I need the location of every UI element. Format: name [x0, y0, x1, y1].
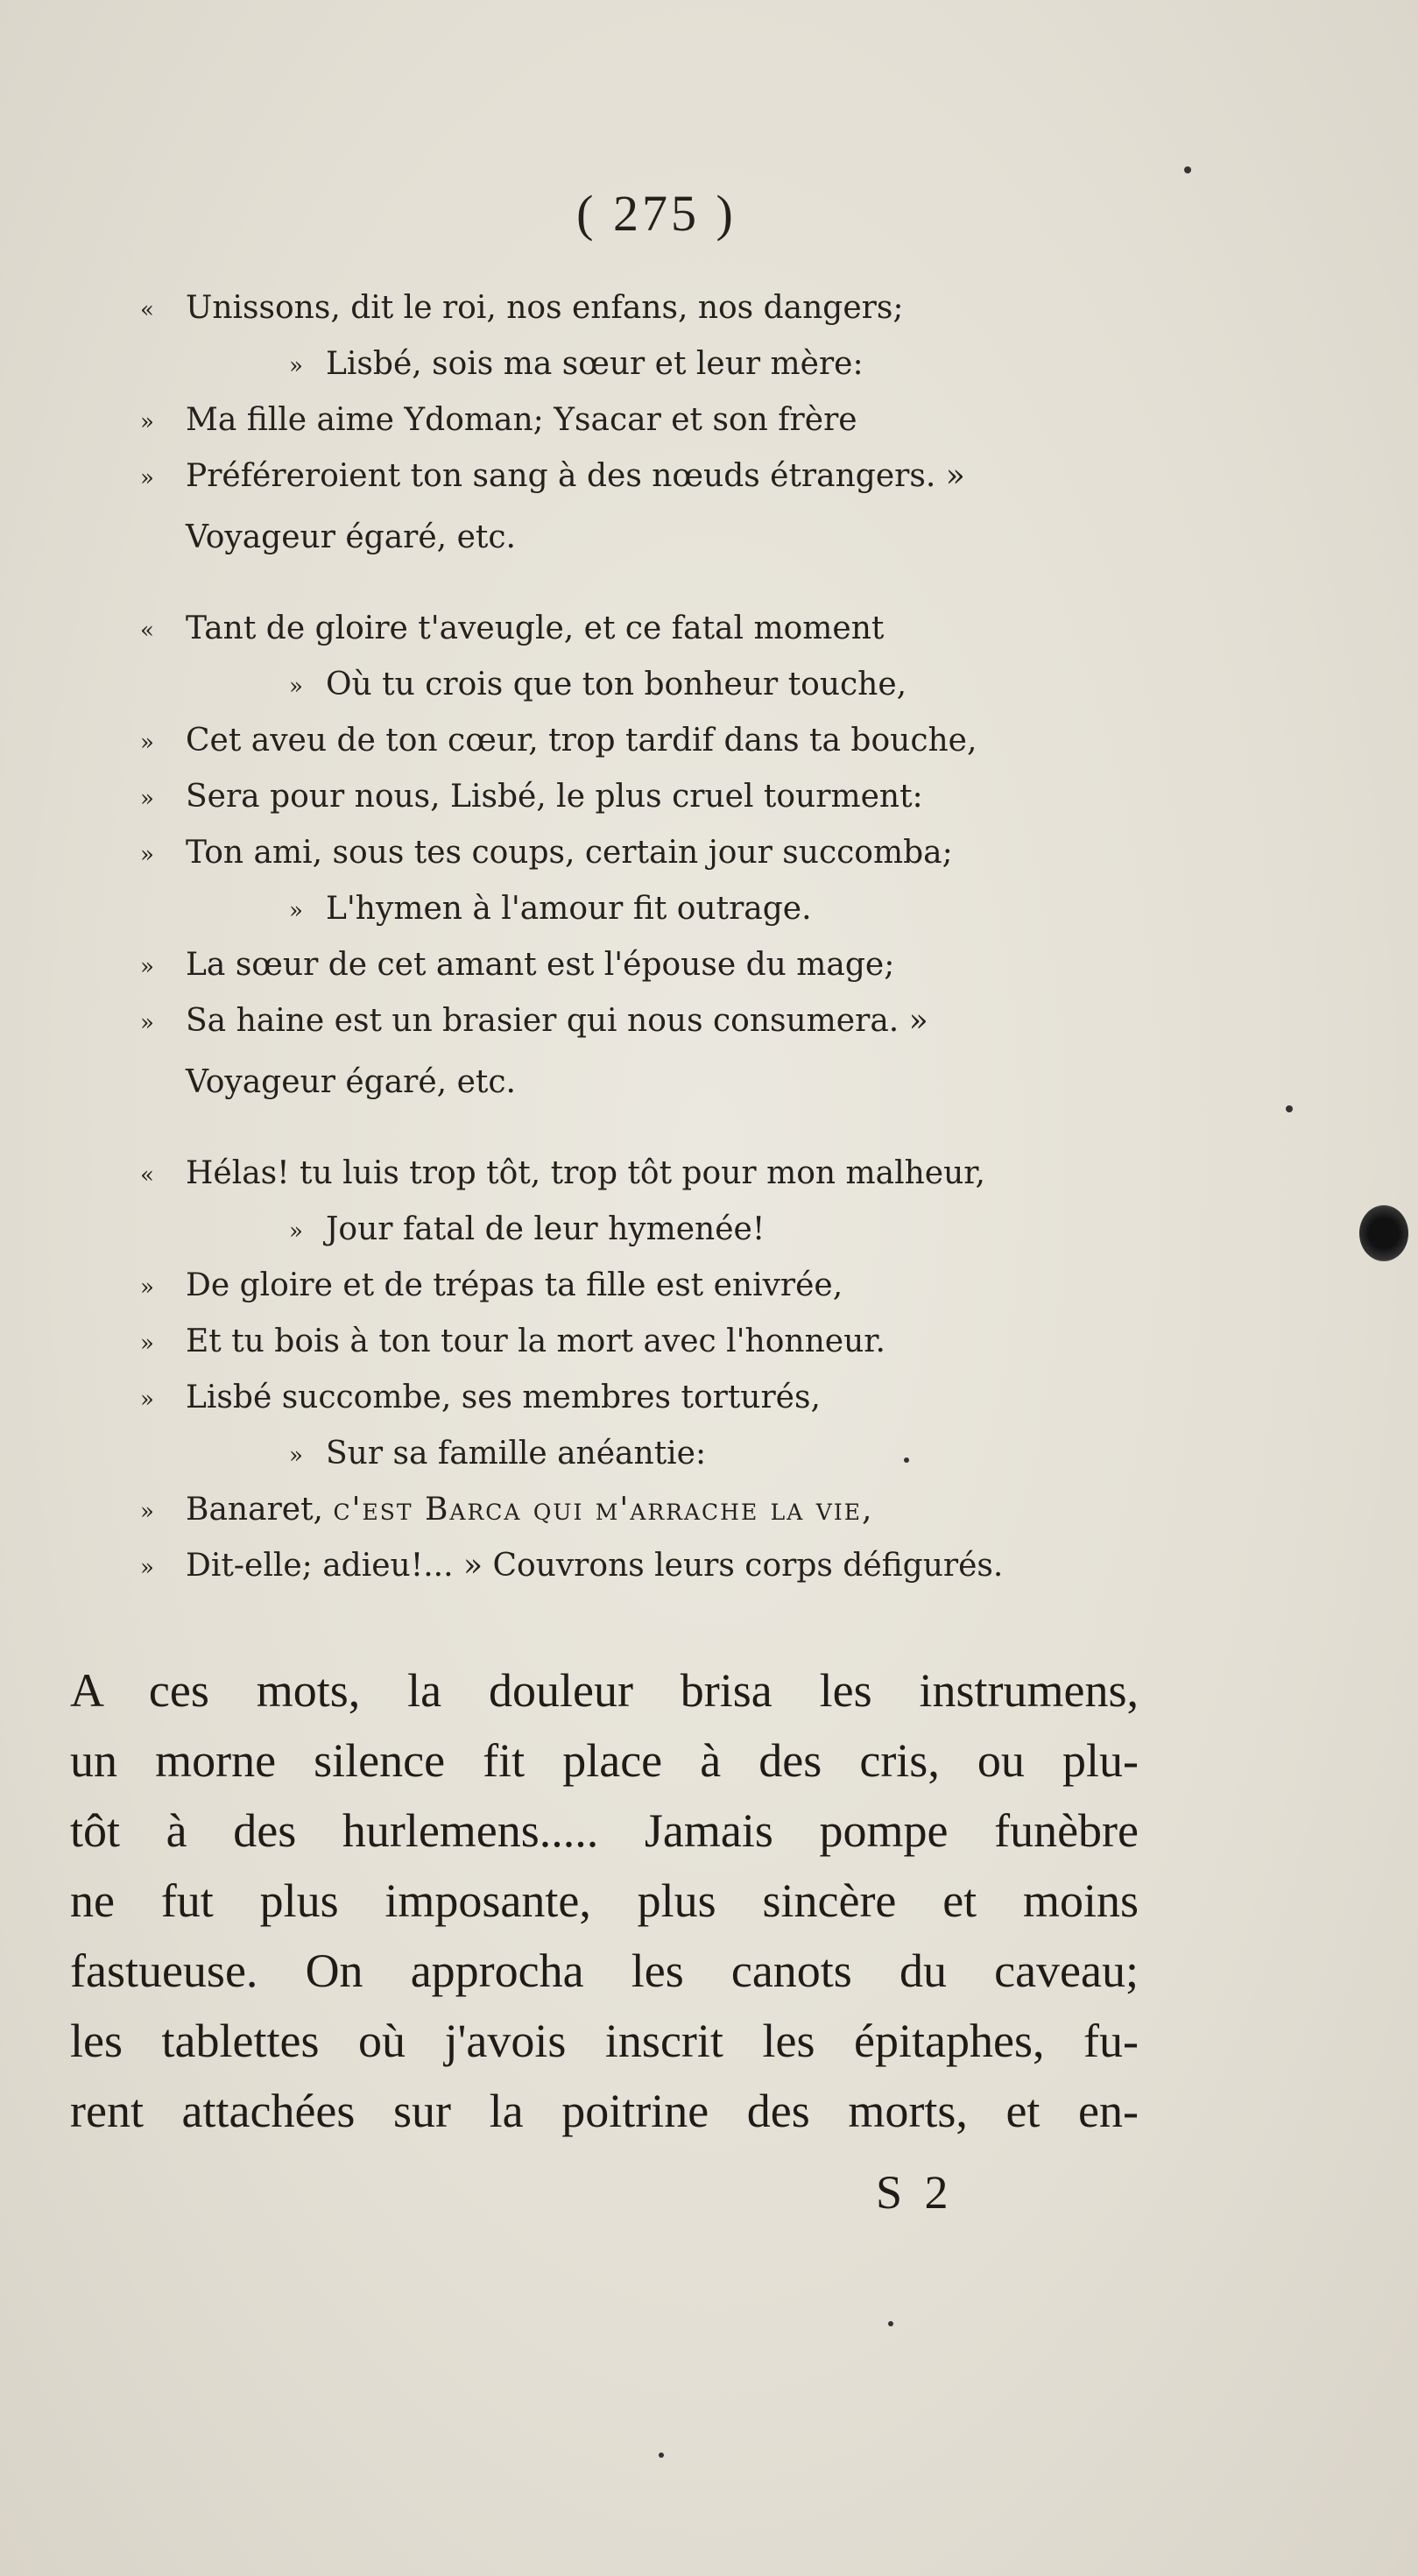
- quote-mark: »: [289, 674, 303, 700]
- verse-line: [140, 448, 1279, 505]
- quote-mark: »: [140, 786, 154, 812]
- verse-line: [140, 392, 1279, 448]
- verse-text: Cet aveu de ton cœur, trop tardif dans ta bouche,: [186, 723, 977, 759]
- paper-speck: [659, 2452, 664, 2458]
- verse-text-regular: Banaret,: [186, 1492, 334, 1528]
- quote-mark: »: [289, 1218, 303, 1245]
- verse-line: [140, 1146, 1279, 1202]
- quote-mark: »: [289, 353, 303, 379]
- paper-speck: [888, 2321, 893, 2326]
- verse-text: Lisbé, sois ma sœur et leur mère:: [326, 346, 864, 382]
- verse-text: Jour fatal de leur hymenée!: [326, 1211, 765, 1247]
- verse-line: [140, 993, 1279, 1049]
- verse-text: Sur sa famille anéantie:: [326, 1436, 707, 1471]
- quote-mark: »: [140, 1387, 154, 1413]
- quote-mark: »: [140, 842, 154, 868]
- refrain: Voyageur égaré, etc.: [186, 519, 516, 555]
- quote-mark: «: [140, 1162, 154, 1189]
- verse-text: Sera pour nous, Lisbé, le plus cruel tourment:: [186, 779, 923, 815]
- prose-paragraph: [70, 1655, 1139, 2146]
- verse-line: [140, 825, 1279, 881]
- verse-text: Sa haine est un brasier qui nous consumera. »: [186, 1003, 928, 1039]
- verse-text: Unissons, dit le roi, nos enfans, nos dangers;: [186, 290, 904, 326]
- stanza: [140, 280, 1279, 566]
- verse-line: [140, 713, 1279, 769]
- quote-mark: »: [140, 1555, 154, 1581]
- quote-mark: »: [140, 409, 154, 435]
- verse-text: Où tu crois que ton bonheur touche,: [326, 667, 907, 702]
- prose-line: rent attachées sur la poitrine des morts, et en-: [70, 2085, 1139, 2137]
- verse-line: [140, 1538, 1279, 1594]
- verse-text: L'hymen à l'amour fit outrage.: [326, 891, 812, 927]
- paper-speck: [1184, 166, 1191, 173]
- quote-mark: »: [140, 1010, 154, 1036]
- ink-blot: [1359, 1205, 1408, 1261]
- page-number: ( 275 ): [576, 185, 737, 242]
- prose-line: un morne silence fit place à des cris, ou plu-: [70, 1734, 1139, 1787]
- quote-mark: »: [140, 1274, 154, 1301]
- quote-mark: »: [140, 730, 154, 756]
- verse-text: De gloire et de trépas ta fille est enivrée,: [186, 1267, 843, 1303]
- paper-speck: [1286, 1105, 1293, 1112]
- verse-line: [140, 601, 1279, 657]
- quote-mark: »: [140, 465, 154, 491]
- verse-text: Lisbé succombe, ses membres torturés,: [186, 1380, 821, 1415]
- quote-mark: »: [140, 1330, 154, 1357]
- quote-mark: «: [140, 297, 154, 323]
- verse-text: Tant de gloire t'aveugle, et ce fatal moment: [186, 610, 885, 646]
- printer-signature: S 2: [876, 2166, 954, 2219]
- quote-mark: »: [140, 954, 154, 980]
- verse-line: [140, 1202, 1279, 1258]
- verse-text: Préféreroient ton sang à des nœuds étrangers. »: [186, 458, 965, 494]
- stanza: [140, 1146, 1279, 1594]
- quote-mark: »: [140, 1499, 154, 1525]
- verse-text: Ma fille aime Ydoman; Ysacar et son frère: [186, 402, 857, 438]
- verse-line: [140, 1482, 1279, 1538]
- verse-line: [140, 336, 1279, 392]
- verse-line: [140, 881, 1279, 937]
- verse-text: Hélas! tu luis trop tôt, trop tôt pour mon malheur,: [186, 1155, 985, 1191]
- verse-line: [140, 1314, 1279, 1370]
- prose-line: A ces mots, la douleur brisa les instrumens,: [70, 1664, 1139, 1717]
- verse-line: [140, 657, 1279, 713]
- verse-text: Dit-elle; adieu!... » Couvrons leurs corps défigurés.: [186, 1548, 1004, 1584]
- verse-line: [140, 769, 1279, 825]
- verse-text: Et tu bois à ton tour la mort avec l'honneur.: [186, 1323, 885, 1359]
- verse-text: La sœur de cet amant est l'épouse du mage;: [186, 947, 895, 983]
- prose-line: ne fut plus imposante, plus sincère et moins: [70, 1874, 1139, 1927]
- poem: [140, 280, 1279, 1629]
- refrain: Voyageur égaré, etc.: [186, 1064, 516, 1100]
- quote-mark: «: [140, 618, 154, 644]
- verse-line: [140, 1426, 1279, 1482]
- verse-line: [140, 1258, 1279, 1314]
- verse-line: [140, 1370, 1279, 1426]
- prose-line: fastueuse. On approcha les canots du caveau;: [70, 1944, 1139, 1997]
- verse-text: Ton ami, sous tes coups, certain jour succomba;: [186, 835, 953, 871]
- stanza: [140, 601, 1279, 1111]
- prose-line: tôt à des hurlemens..... Jamais pompe funèbre: [70, 1804, 1139, 1857]
- quote-mark: »: [289, 1443, 303, 1469]
- verse-line: [140, 280, 1279, 336]
- prose-line: les tablettes où j'avois inscrit les épitaphes, fu-: [70, 2015, 1139, 2067]
- verse-text: [186, 1482, 873, 1538]
- verse-text-smallcaps: c'est Barca qui m'arrache la vie,: [333, 1492, 874, 1528]
- quote-mark: »: [289, 898, 303, 924]
- paper-speck: [904, 1457, 909, 1463]
- verse-line: [140, 937, 1279, 993]
